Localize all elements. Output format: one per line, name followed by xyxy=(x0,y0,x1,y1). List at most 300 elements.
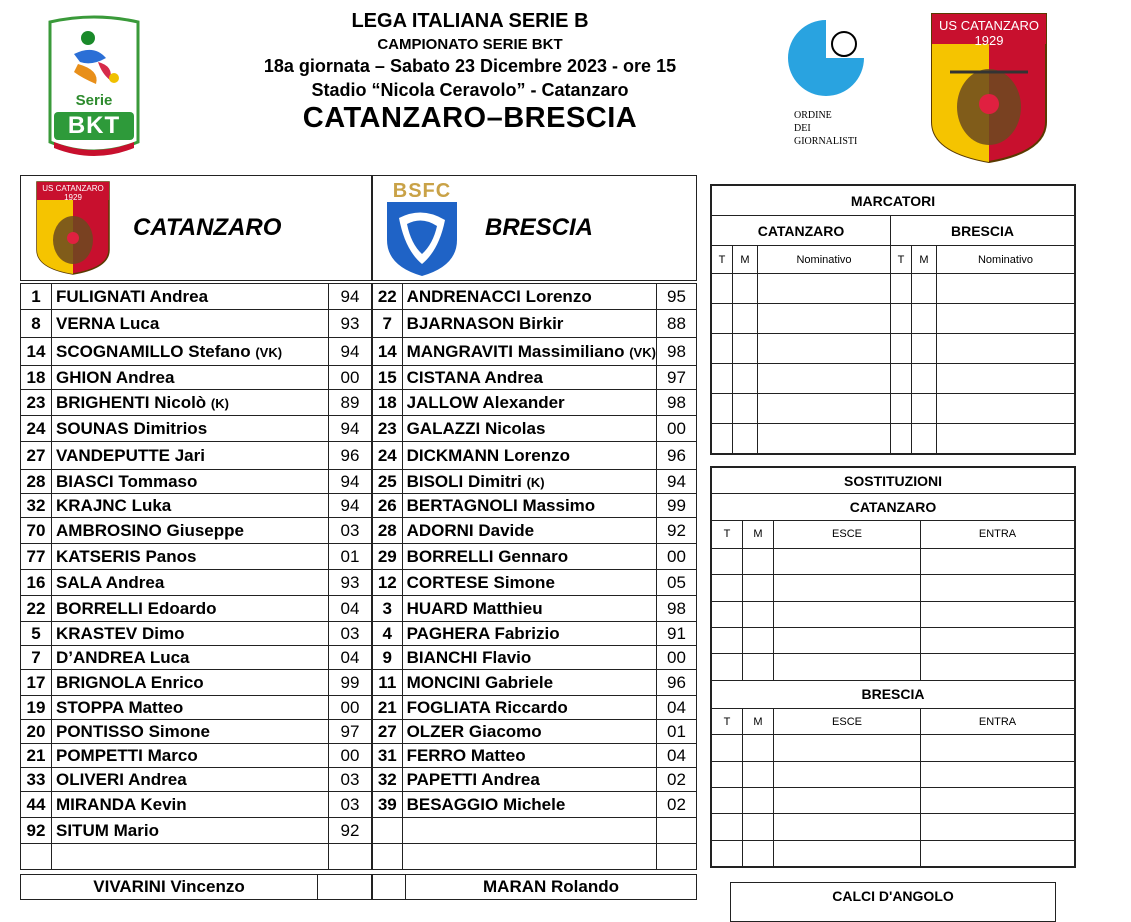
player-number: 11 xyxy=(373,670,403,696)
scorer-entry-row-cell[interactable] xyxy=(912,274,937,304)
player-number: 22 xyxy=(373,284,403,310)
player-name xyxy=(402,720,656,744)
player-row xyxy=(21,518,372,544)
scorer-entry-row-cell[interactable] xyxy=(758,304,891,334)
player-number: 23 xyxy=(21,390,52,416)
player-number xyxy=(21,844,52,870)
player-name xyxy=(402,570,656,596)
player-number: 18 xyxy=(21,366,52,390)
player-name xyxy=(402,390,656,416)
scorer-entry-row-cell[interactable] xyxy=(758,334,891,364)
player-last-name: BORRELLI xyxy=(406,546,494,566)
player-last-name: GHION xyxy=(56,367,112,387)
scorers-title: MARCATORI xyxy=(712,186,1075,216)
scorer-entry-row-cell[interactable] xyxy=(758,364,891,394)
player-last-name: BISOLI xyxy=(406,471,464,491)
player-number: 7 xyxy=(21,646,52,670)
player-birth-year: 00 xyxy=(329,744,372,768)
home-sub-entry-row-cell[interactable] xyxy=(743,549,774,575)
substitutions-table xyxy=(710,466,1076,868)
player-first-name: Giuseppe xyxy=(166,520,244,540)
player-birth-year: 92 xyxy=(329,818,372,844)
scorer-entry-row-cell[interactable] xyxy=(758,274,891,304)
player-number: 7 xyxy=(373,310,403,338)
player-first-name: Lorenzo xyxy=(503,445,570,465)
player-number: 29 xyxy=(373,544,403,570)
player-last-name: FULIGNATI xyxy=(56,286,146,306)
scorers-home-col-m: M xyxy=(733,246,758,274)
player-number: 14 xyxy=(21,338,52,366)
player-number xyxy=(373,818,403,844)
match-title: CATANZARO–BRESCIA xyxy=(302,102,638,134)
scorer-entry-row xyxy=(712,274,1075,304)
player-birth-year: 03 xyxy=(329,622,372,646)
scorer-entry-row-cell[interactable] xyxy=(891,304,912,334)
player-first-name: Andrea xyxy=(115,367,175,387)
home-coach-extra-cell xyxy=(317,874,372,900)
player-row xyxy=(373,518,697,544)
player-name xyxy=(52,544,329,570)
player-name xyxy=(402,744,656,768)
away-sub-entry-row-cell[interactable] xyxy=(743,735,774,761)
subs-away-label: BRESCIA xyxy=(712,680,1075,708)
player-birth-year: 00 xyxy=(329,696,372,720)
scorer-entry-row-cell[interactable] xyxy=(891,424,912,454)
player-first-name: Marco xyxy=(147,745,198,765)
player-first-name: Fabrizio xyxy=(494,623,560,643)
away-sub-entry-row-cell[interactable] xyxy=(743,787,774,813)
player-first-name: Flavio xyxy=(482,647,532,667)
player-name xyxy=(52,768,329,792)
scorer-entry-row-cell[interactable] xyxy=(912,364,937,394)
player-birth-year: 94 xyxy=(329,470,372,494)
scorers-away-col-name: Nominativo xyxy=(937,246,1075,274)
scorer-entry-row-cell[interactable] xyxy=(912,394,937,424)
away-team-box xyxy=(372,175,697,281)
away-sub-entry-row-cell[interactable] xyxy=(712,814,743,840)
player-first-name: Kevin xyxy=(140,794,187,814)
player-number: 44 xyxy=(21,792,52,818)
player-role-note: (K) xyxy=(526,474,545,490)
scorer-entry-row-cell[interactable] xyxy=(937,394,1075,424)
scorers-away-col-m: M xyxy=(912,246,937,274)
home-sub-entry-row-cell[interactable] xyxy=(774,654,921,680)
player-first-name: Lorenzo xyxy=(525,286,592,306)
player-first-name: Matteo xyxy=(128,697,184,717)
scorer-entry-row-cell[interactable] xyxy=(733,274,758,304)
player-row xyxy=(21,818,372,844)
player-row xyxy=(21,366,372,390)
player-name xyxy=(402,818,656,844)
home-coach-name: VIVARINI Vincenzo xyxy=(93,877,245,896)
away-sub-entry-row-cell[interactable] xyxy=(774,840,921,866)
player-birth-year: 99 xyxy=(656,494,696,518)
player-name xyxy=(52,518,329,544)
player-birth-year: 98 xyxy=(656,596,696,622)
player-birth-year: 00 xyxy=(656,646,696,670)
away-sub-entry-row-cell[interactable] xyxy=(774,735,921,761)
player-birth-year: 02 xyxy=(656,792,696,818)
home-coach xyxy=(20,874,318,900)
scorer-entry-row xyxy=(712,364,1075,394)
subs-home-col-in: ENTRA xyxy=(921,520,1075,548)
player-last-name: BIASCI xyxy=(56,471,114,491)
scorer-entry-row-cell[interactable] xyxy=(712,334,733,364)
home-sub-entry-row-cell[interactable] xyxy=(712,654,743,680)
serie-logo-text: Serie xyxy=(75,92,113,109)
player-name xyxy=(52,470,329,494)
player-row xyxy=(373,416,697,442)
player-row xyxy=(373,818,697,844)
player-first-name: Dimitri xyxy=(467,471,522,491)
scorer-entry-row-cell[interactable] xyxy=(712,364,733,394)
player-row xyxy=(373,470,697,494)
player-row xyxy=(21,622,372,646)
player-row xyxy=(373,844,697,870)
away-sub-entry-row-cell[interactable] xyxy=(921,840,1075,866)
scorer-entry-row-cell[interactable] xyxy=(733,364,758,394)
player-row xyxy=(21,696,372,720)
home-sub-entry-row-cell[interactable] xyxy=(774,575,921,601)
player-number: 39 xyxy=(373,792,403,818)
brescia-crest xyxy=(381,180,463,278)
player-number: 24 xyxy=(21,416,52,442)
home-sub-entry-row-cell[interactable] xyxy=(774,601,921,627)
player-number: 14 xyxy=(373,338,403,366)
player-birth-year: 00 xyxy=(329,366,372,390)
player-row xyxy=(21,768,372,792)
player-row xyxy=(21,596,372,622)
home-sub-entry-row-cell[interactable] xyxy=(743,627,774,653)
scorers-home-col-name: Nominativo xyxy=(758,246,891,274)
catanzaro-crest-small-text: US CATANZARO 1929 xyxy=(42,184,104,202)
away-sub-entry-row-cell[interactable] xyxy=(743,761,774,787)
scorer-entry-row-cell[interactable] xyxy=(912,334,937,364)
away-sub-entry-row-cell[interactable] xyxy=(921,761,1075,787)
player-number: 22 xyxy=(21,596,52,622)
player-birth-year xyxy=(329,844,372,870)
player-number: 16 xyxy=(21,570,52,596)
away-team-name: BRESCIA xyxy=(485,214,594,241)
away-sub-entry-row-cell[interactable] xyxy=(712,735,743,761)
scorer-entry-row-cell[interactable] xyxy=(891,394,912,424)
home-sub-entry-row-cell[interactable] xyxy=(712,549,743,575)
player-birth-year: 02 xyxy=(656,768,696,792)
player-number: 15 xyxy=(373,366,403,390)
player-row xyxy=(373,696,697,720)
catanzaro-crest-large-text: US CATANZARO 1929 xyxy=(939,18,1039,48)
player-number: 17 xyxy=(21,670,52,696)
scorers-away-label: BRESCIA xyxy=(891,216,1075,246)
player-first-name: Matteo xyxy=(470,745,526,765)
subs-home-label: CATANZARO xyxy=(712,494,1075,520)
player-first-name: Simone xyxy=(493,572,555,592)
player-role-note: (K) xyxy=(210,395,229,411)
player-number: 27 xyxy=(373,720,403,744)
player-number: 27 xyxy=(21,442,52,470)
player-name xyxy=(402,670,656,696)
player-first-name: Stefano xyxy=(188,341,251,361)
home-sub-entry-row-cell[interactable] xyxy=(712,601,743,627)
scorer-entry-row-cell[interactable] xyxy=(712,274,733,304)
away-coach-num-cell xyxy=(372,874,406,900)
player-birth-year: 01 xyxy=(329,544,372,570)
player-last-name: CISTANA xyxy=(406,367,481,387)
player-last-name: MIRANDA xyxy=(56,794,136,814)
scorer-entry-row-cell[interactable] xyxy=(937,424,1075,454)
player-name xyxy=(402,768,656,792)
scorer-entry-row-cell[interactable] xyxy=(758,424,891,454)
player-row xyxy=(21,744,372,768)
home-team-name: CATANZARO xyxy=(133,214,282,241)
stadium-info: Stadio “Nicola Ceravolo” - Catanzaro xyxy=(311,80,629,100)
player-number: 3 xyxy=(373,596,403,622)
player-number: 21 xyxy=(21,744,52,768)
player-first-name: Panos xyxy=(145,546,197,566)
subs-home-col-t: T xyxy=(712,520,743,548)
player-number: 31 xyxy=(373,744,403,768)
scorer-entry-row-cell[interactable] xyxy=(912,424,937,454)
odg-line1: ORDINE xyxy=(794,110,832,121)
away-sub-entry-row-cell[interactable] xyxy=(774,787,921,813)
scorer-entry-row-cell[interactable] xyxy=(912,304,937,334)
player-number: 33 xyxy=(21,768,52,792)
scorer-entry-row-cell[interactable] xyxy=(712,424,733,454)
away-sub-entry-row xyxy=(712,735,1075,761)
player-number: 19 xyxy=(21,696,52,720)
player-row xyxy=(21,416,372,442)
away-sub-entry-row-cell[interactable] xyxy=(712,840,743,866)
home-sub-entry-row-cell[interactable] xyxy=(743,654,774,680)
player-number: 8 xyxy=(21,310,52,338)
player-birth-year: 03 xyxy=(329,792,372,818)
player-first-name: Luka xyxy=(131,495,172,515)
corners-title: CALCI D'ANGOLO xyxy=(832,888,954,904)
player-row xyxy=(373,720,697,744)
player-birth-year: 94 xyxy=(329,494,372,518)
scorer-entry-row-cell[interactable] xyxy=(758,394,891,424)
player-name xyxy=(402,338,656,366)
serie-bkt-logo xyxy=(44,14,144,160)
player-name xyxy=(402,544,656,570)
home-sub-entry-row-cell[interactable] xyxy=(921,627,1075,653)
player-name xyxy=(402,696,656,720)
player-first-name: Massimiliano xyxy=(517,341,625,361)
player-birth-year: 94 xyxy=(329,416,372,442)
subs-away-col-t: T xyxy=(712,708,743,734)
player-birth-year xyxy=(656,818,696,844)
player-birth-year: 94 xyxy=(656,470,696,494)
player-birth-year: 95 xyxy=(656,284,696,310)
player-name xyxy=(402,416,656,442)
player-birth-year: 00 xyxy=(656,416,696,442)
scorer-entry-row-cell[interactable] xyxy=(937,274,1075,304)
home-sub-entry-row-cell[interactable] xyxy=(774,627,921,653)
player-first-name: Giacomo xyxy=(468,721,542,741)
player-first-name: Andrea xyxy=(149,286,209,306)
home-sub-entry-row-cell[interactable] xyxy=(712,575,743,601)
player-last-name: AMBROSINO xyxy=(56,520,162,540)
player-row xyxy=(373,570,697,596)
player-last-name: JALLOW xyxy=(406,392,479,412)
home-sub-entry-row-cell[interactable] xyxy=(743,575,774,601)
player-first-name: Gennaro xyxy=(498,546,569,566)
home-sub-entry-row-cell[interactable] xyxy=(743,601,774,627)
away-sub-entry-row-cell[interactable] xyxy=(743,840,774,866)
player-first-name: Andrea xyxy=(481,769,540,789)
player-row xyxy=(373,494,697,518)
home-sub-entry-row-cell[interactable] xyxy=(921,601,1075,627)
player-name xyxy=(52,596,329,622)
player-last-name: ANDRENACCI xyxy=(406,286,521,306)
away-sub-entry-row-cell[interactable] xyxy=(774,814,921,840)
scorer-entry-row-cell[interactable] xyxy=(712,304,733,334)
player-row xyxy=(373,596,697,622)
subs-home-col-out: ESCE xyxy=(774,520,921,548)
player-row xyxy=(373,310,697,338)
player-row xyxy=(21,792,372,818)
player-name xyxy=(52,792,329,818)
player-last-name: KATSERIS xyxy=(56,546,141,566)
player-last-name: ADORNI xyxy=(406,520,474,540)
player-birth-year: 91 xyxy=(656,622,696,646)
scorer-entry-row xyxy=(712,394,1075,424)
player-first-name: Enrico xyxy=(150,672,204,692)
away-sub-entry-row-cell[interactable] xyxy=(774,761,921,787)
player-birth-year: 04 xyxy=(656,744,696,768)
player-last-name: BERTAGNOLI xyxy=(406,495,518,515)
player-number: 26 xyxy=(373,494,403,518)
subs-away-col-in: ENTRA xyxy=(921,708,1075,734)
player-birth-year: 97 xyxy=(329,720,372,744)
player-first-name: Davide xyxy=(478,520,535,540)
player-row xyxy=(21,570,372,596)
player-last-name: HUARD xyxy=(406,598,468,618)
player-birth-year: 96 xyxy=(329,442,372,470)
home-sub-entry-row-cell[interactable] xyxy=(921,549,1075,575)
home-sub-entry-row-cell[interactable] xyxy=(774,549,921,575)
player-first-name: Edoardo xyxy=(147,598,217,618)
player-first-name: Andrea xyxy=(105,572,165,592)
catanzaro-crest-small xyxy=(35,180,111,276)
player-first-name: Gabriele xyxy=(484,672,554,692)
player-last-name: VERNA xyxy=(56,313,115,333)
player-role-note: (VK) xyxy=(255,344,283,360)
away-sub-entry-row-cell[interactable] xyxy=(921,787,1075,813)
player-name xyxy=(52,844,329,870)
scorer-entry-row-cell[interactable] xyxy=(937,364,1075,394)
odg-line3: GIORNALISTI xyxy=(794,136,858,147)
player-row xyxy=(373,744,697,768)
player-last-name: SITUM xyxy=(56,820,109,840)
player-name xyxy=(402,470,656,494)
odg-line2: DEI xyxy=(794,123,811,134)
scorer-entry-row-cell[interactable] xyxy=(891,364,912,394)
player-row xyxy=(21,284,372,310)
scorer-entry-row xyxy=(712,334,1075,364)
scorer-entry-row-cell[interactable] xyxy=(712,394,733,424)
scorer-entry-row-cell[interactable] xyxy=(733,334,758,364)
player-birth-year: 03 xyxy=(329,768,372,792)
scorers-table xyxy=(710,184,1076,455)
player-row xyxy=(21,720,372,744)
player-first-name: Dimitrios xyxy=(133,418,208,438)
player-name xyxy=(52,366,329,390)
player-last-name: FOGLIATA xyxy=(406,697,491,717)
player-row xyxy=(373,366,697,390)
player-name xyxy=(52,310,329,338)
scorers-away-col-t: T xyxy=(891,246,912,274)
scorer-entry-row-cell[interactable] xyxy=(891,334,912,364)
player-row xyxy=(21,670,372,696)
away-sub-entry-row-cell[interactable] xyxy=(712,761,743,787)
away-sub-entry-row-cell[interactable] xyxy=(921,735,1075,761)
subs-title: SOSTITUZIONI xyxy=(712,468,1075,494)
player-row xyxy=(373,646,697,670)
home-roster-table xyxy=(20,283,372,870)
away-roster-table xyxy=(372,283,697,870)
player-first-name: Massimo xyxy=(522,495,596,515)
player-row xyxy=(373,622,697,646)
player-number: 28 xyxy=(373,518,403,544)
home-sub-entry-row-cell[interactable] xyxy=(712,627,743,653)
home-sub-entry-row-cell[interactable] xyxy=(921,575,1075,601)
player-last-name: BJARNASON xyxy=(406,313,515,333)
player-last-name: D’ANDREA xyxy=(56,647,146,667)
player-last-name: OLIVERI xyxy=(56,769,125,789)
player-row xyxy=(21,442,372,470)
player-first-name: Tommaso xyxy=(118,471,198,491)
player-last-name: MONCINI xyxy=(406,672,481,692)
scorer-entry-row-cell[interactable] xyxy=(937,334,1075,364)
player-birth-year: 00 xyxy=(656,544,696,570)
player-last-name: STOPPA xyxy=(56,697,124,717)
player-birth-year: 98 xyxy=(656,390,696,416)
player-row xyxy=(21,390,372,416)
player-last-name: BRIGNOLA xyxy=(56,672,147,692)
player-number: 5 xyxy=(21,622,52,646)
scorer-entry-row-cell[interactable] xyxy=(733,304,758,334)
away-sub-entry-row xyxy=(712,814,1075,840)
player-last-name: GALAZZI xyxy=(406,418,481,438)
scorer-entry-row-cell[interactable] xyxy=(891,274,912,304)
away-sub-entry-row-cell[interactable] xyxy=(712,787,743,813)
player-birth-year: 96 xyxy=(656,670,696,696)
player-number: 25 xyxy=(373,470,403,494)
ordine-giornalisti-logo xyxy=(786,18,876,153)
player-last-name: BRIGHENTI xyxy=(56,392,150,412)
scorer-entry-row-cell[interactable] xyxy=(733,394,758,424)
player-name xyxy=(52,442,329,470)
player-birth-year: 96 xyxy=(656,442,696,470)
subs-away-col-m: M xyxy=(743,708,774,734)
away-sub-entry-row-cell[interactable] xyxy=(743,814,774,840)
player-birth-year: 04 xyxy=(329,646,372,670)
player-number: 24 xyxy=(373,442,403,470)
brescia-crest-text: BSFC xyxy=(392,180,452,202)
player-birth-year: 98 xyxy=(656,338,696,366)
player-number: 32 xyxy=(373,768,403,792)
home-sub-entry-row xyxy=(712,601,1075,627)
away-sub-entry-row-cell[interactable] xyxy=(921,814,1075,840)
home-sub-entry-row-cell[interactable] xyxy=(921,654,1075,680)
player-last-name: MANGRAVITI xyxy=(406,341,513,361)
away-sub-entry-row xyxy=(712,761,1075,787)
player-birth-year: 03 xyxy=(329,518,372,544)
scorer-entry-row-cell[interactable] xyxy=(733,424,758,454)
player-number: 20 xyxy=(21,720,52,744)
scorer-entry-row-cell[interactable] xyxy=(937,304,1075,334)
